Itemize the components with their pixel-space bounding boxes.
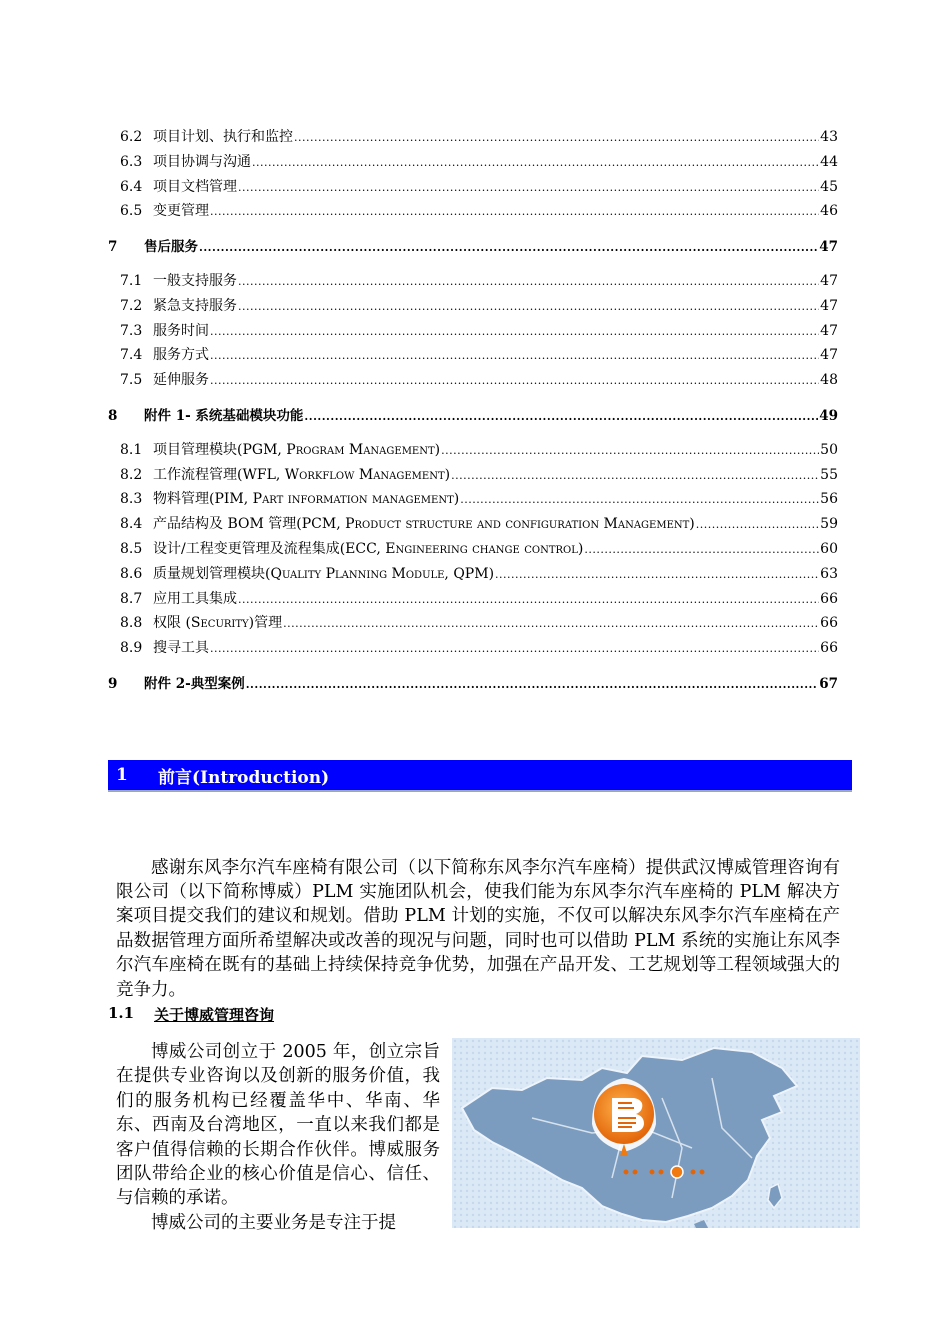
toc-number: 8.1 (120, 441, 143, 458)
toc-page: 55 (820, 466, 838, 483)
toc-leader (210, 640, 819, 656)
toc-page: 47 (819, 239, 838, 256)
toc-page: 47 (820, 347, 838, 364)
toc-title: 变更管理 (153, 203, 209, 220)
toc-leader (696, 516, 819, 532)
toc-leader (210, 323, 819, 339)
toc-number: 6.5 (120, 203, 143, 220)
toc-title: 项目文档管理 (153, 178, 237, 195)
toc-number: 7.3 (120, 322, 143, 339)
toc-number: 8.6 (120, 565, 143, 582)
toc-leader (246, 676, 819, 692)
toc-title: 工作流程管理(WFL, Workflow Management) (153, 466, 451, 483)
toc-title: 项目协调与沟通 (153, 153, 251, 170)
section-heading-1-1 (108, 1004, 274, 1025)
toc-leader (238, 273, 819, 289)
toc-leader (210, 203, 819, 219)
toc-leader (441, 442, 819, 458)
toc-entry[interactable] (108, 151, 838, 176)
toc-title: 服务方式 (153, 347, 209, 364)
toc-leader (283, 615, 819, 631)
china-map-icon (452, 1038, 860, 1228)
toc-number: 8.2 (120, 466, 143, 483)
toc-entry[interactable] (108, 464, 838, 489)
toc-entry[interactable] (108, 513, 838, 538)
table-of-contents (108, 126, 838, 707)
toc-title: 紧急支持服务 (153, 297, 237, 314)
toc-title: 设计/工程变更管理及流程集成(ECC, Engineering change control) (153, 540, 584, 557)
toc-page: 59 (820, 516, 838, 533)
toc-number: 6.4 (120, 178, 143, 195)
about-text (116, 1040, 440, 1235)
toc-leader (252, 154, 819, 170)
toc-title: 项目计划、执行和监控 (153, 129, 293, 145)
toc-number: 8.7 (120, 590, 143, 607)
toc-page: 44 (820, 153, 838, 170)
toc-number: 9 (108, 675, 118, 692)
toc-number: 8.8 (120, 615, 143, 632)
toc-entry[interactable] (108, 563, 838, 588)
toc-title: 一般支持服务 (153, 272, 237, 289)
toc-entry[interactable] (108, 176, 838, 201)
toc-number: 8.4 (120, 516, 143, 533)
about-paragraph-1: 博威公司创立于 2005 年，创立宗旨在提供专业咨询以及创新的服务价值，我们的服务机构已经覆盖华中、华南、华东、西南及台湾地区，一直以来我们都是客户值得信赖的长期合作伙伴。博威服务团队带给企业的核心价值是信心、信任、与信赖的承诺。 (116, 1042, 440, 1209)
toc-title: 产品结构及 BOM 管理(PCM, Product structure and configuration Management) (153, 516, 695, 533)
toc-entry-8[interactable] (108, 404, 838, 429)
toc-leader (238, 179, 819, 195)
toc-entry[interactable] (108, 637, 838, 662)
toc-leader (294, 129, 819, 145)
toc-title: 应用工具集成 (153, 590, 237, 607)
toc-leader (210, 347, 819, 363)
heading-number: 1 (116, 765, 128, 785)
toc-number: 6.3 (120, 153, 143, 170)
intro-paragraph: 感谢东风李尔汽车座椅有限公司（以下简称东风李尔汽车座椅）提供武汉博威管理咨询有限公司（以下简称博威）PLM 实施团队机会，使我们能为东风李尔汽车座椅的 PLM 解决方案项目提交我们的建议和规划。借助 PLM 计划的实施，不仅可以解决东风李尔汽车座椅在产品数据管理方面所希望解决或改善的现况与问题，同时也可以借助 PLM 系统的实施让东风李尔汽车座椅在既有的基础上持续保持竞争优势，加强在产品开发、工艺规划等工程领域强大的竞争力。 (116, 857, 840, 1000)
toc-page: 48 (820, 372, 838, 389)
toc-title: 售后服务 (144, 239, 198, 256)
toc-page: 63 (820, 565, 838, 582)
toc-page: 56 (820, 491, 838, 508)
toc-title: 项目管理模块(PGM, Program Management) (153, 441, 441, 458)
toc-number: 7 (108, 239, 118, 256)
toc-entry[interactable] (108, 270, 838, 295)
about-paragraph-2: 博威公司的主要业务是专注于提 (151, 1212, 396, 1233)
heading-title: 前言(Introduction) (158, 767, 330, 788)
heading-number: 1.1 (108, 1004, 135, 1022)
toc-page: 45 (820, 178, 838, 195)
toc-entry[interactable] (108, 200, 838, 225)
toc-page: 46 (820, 203, 838, 220)
toc-title: 附件 2-典型案例 (144, 675, 245, 692)
toc-number: 8.3 (120, 491, 143, 508)
toc-title: 权限 (Security)管理 (153, 615, 283, 632)
toc-leader (210, 372, 819, 388)
toc-page: 67 (819, 675, 838, 692)
toc-leader (495, 566, 819, 582)
toc-number: 8 (108, 407, 118, 424)
toc-entry[interactable] (108, 439, 838, 464)
toc-entry[interactable] (108, 612, 838, 637)
toc-group-6 (108, 126, 838, 225)
china-map-figure (452, 1038, 860, 1228)
toc-page: 49 (819, 407, 838, 424)
toc-leader (199, 239, 818, 255)
toc-leader (460, 491, 819, 507)
toc-page: 47 (820, 322, 838, 339)
toc-page: 43 (820, 129, 838, 145)
toc-page: 66 (820, 640, 838, 657)
toc-title: 质量规划管理模块(Quality Planning Module, QPM) (153, 565, 495, 582)
toc-entry[interactable] (108, 295, 838, 320)
toc-page: 47 (820, 272, 838, 289)
toc-number: 7.5 (120, 372, 143, 389)
toc-page: 66 (820, 590, 838, 607)
toc-leader (304, 408, 818, 424)
toc-number: 6.2 (120, 129, 143, 145)
toc-title: 服务时间 (153, 322, 209, 339)
toc-entry[interactable] (108, 320, 838, 345)
toc-entry[interactable] (108, 588, 838, 613)
toc-entry[interactable] (108, 538, 838, 563)
toc-leader (584, 541, 819, 557)
toc-leader (238, 298, 819, 314)
toc-title: 附件 1- 系统基础模块功能 (144, 407, 304, 424)
toc-number: 8.9 (120, 640, 143, 657)
toc-entry-7[interactable] (108, 235, 838, 260)
heading-title: 关于博威管理咨询 (154, 1006, 275, 1024)
section-heading-1 (108, 760, 852, 792)
toc-leader (238, 591, 819, 607)
toc-page: 60 (820, 540, 838, 557)
toc-page: 50 (820, 441, 838, 458)
toc-title: 搜寻工具 (153, 640, 209, 657)
toc-entry[interactable] (108, 369, 838, 394)
toc-entry[interactable] (108, 126, 838, 151)
toc-entry[interactable] (108, 344, 838, 369)
toc-number: 7.4 (120, 347, 143, 364)
toc-group-7 (108, 270, 838, 394)
toc-page: 47 (820, 297, 838, 314)
toc-number: 7.1 (120, 272, 143, 289)
toc-entry-9[interactable] (108, 672, 838, 697)
toc-title: 延伸服务 (153, 372, 209, 389)
toc-page: 66 (820, 615, 838, 632)
toc-leader (451, 467, 819, 483)
toc-entry[interactable] (108, 488, 838, 513)
toc-group-8 (108, 439, 838, 662)
toc-title: 物料管理(PIM, Part information management) (153, 491, 460, 508)
toc-number: 8.5 (120, 540, 143, 557)
toc-number: 7.2 (120, 297, 143, 314)
